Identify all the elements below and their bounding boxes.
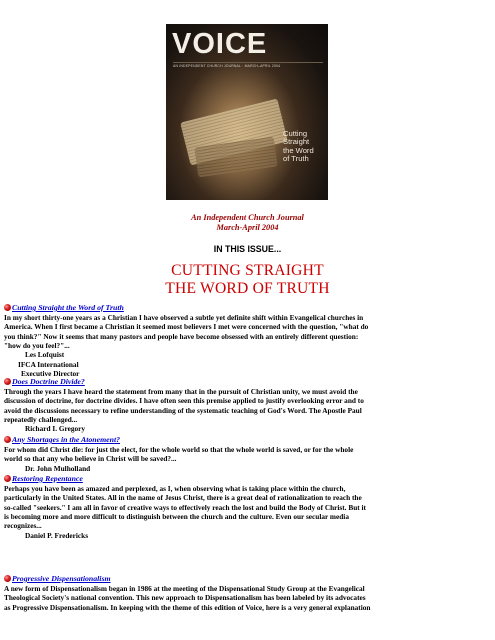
article-title-row[interactable] xyxy=(4,573,492,584)
article-author-org: IFCA International xyxy=(18,359,79,369)
article-excerpt-line: discussion of doctrine, for doctrine divides. I have often seen this premise applied to justify overlooking error and to xyxy=(4,396,364,406)
article-title-row[interactable] xyxy=(4,302,492,313)
article-excerpt-line: recognizes... xyxy=(4,521,42,531)
article-title-row[interactable] xyxy=(4,473,492,484)
cover-caption-line: Straight xyxy=(283,137,310,147)
article-link-progressive-dispensationalism[interactable]: Progressive Dispensationalism xyxy=(12,574,111,583)
article-author: Daniel P. Fredericks xyxy=(25,530,89,540)
article-excerpt-line: repeatedly challenged... xyxy=(4,415,78,425)
article-does-doctrine-divide xyxy=(4,376,492,434)
article-excerpt-line: avoid the discussions necessary to refine understanding of the systematic teaching of God's Word. The Apostle Paul xyxy=(4,405,362,415)
article-excerpt-line: is becoming more and more difficult to distinguish between the church and the culture. Even our secular media xyxy=(4,512,349,522)
article-excerpt-line: particularly in the United States. All in the name of Jesus Christ, there is a great deal of rationalization to reach the xyxy=(4,493,362,503)
article-excerpt-line: "how do you feel?"... xyxy=(4,341,70,351)
article-excerpt-line: you think?" Now it seems that many pastors and people have become obsessed with an entirely different question: xyxy=(4,331,359,341)
red-bullet-icon xyxy=(4,436,11,443)
article-excerpt-line: For whom did Christ die: for just the elect, for the whole world so that the whole world is saved, or for the whole xyxy=(4,445,354,454)
red-bullet-icon xyxy=(4,575,11,582)
issue-headline-line2: THE WORD OF TRUTH xyxy=(165,280,330,297)
red-bullet-icon xyxy=(4,475,11,482)
article-link-cutting-straight[interactable]: Cutting Straight the Word of Truth xyxy=(12,303,124,312)
magazine-cover-image xyxy=(166,24,328,200)
article-cutting-straight xyxy=(4,302,492,378)
article-link-restoring-repentance[interactable]: Restoring Repentance xyxy=(12,474,83,483)
article-author: Richard I. Gregory xyxy=(25,424,86,434)
cover-caption-line: the Word xyxy=(283,145,314,155)
journal-subtitle: An Independent Church Journal xyxy=(191,213,304,222)
article-excerpt-line: Perhaps you have been as amazed and perplexed, as I, when observing what is taking place within the church, xyxy=(4,484,346,493)
cover-caption xyxy=(283,130,325,164)
article-author-role: Executive Director xyxy=(21,369,80,379)
article-progressive-dispensationalism xyxy=(4,573,492,612)
issue-heading: IN THIS ISSUE... xyxy=(213,244,282,254)
article-excerpt-line: America. When I first became a Christian it seemed most believers I met were concerned with the question, "what do xyxy=(4,322,369,332)
cover-caption-line: of Truth xyxy=(283,154,309,164)
article-author: Les Lofquist xyxy=(25,350,65,360)
article-title-row[interactable] xyxy=(4,376,492,387)
cover-subline: AN INDEPENDENT CHURCH JOURNAL · MARCH–APRIL 2004 xyxy=(173,62,323,68)
red-bullet-icon xyxy=(4,378,11,385)
article-any-shortages xyxy=(4,434,492,473)
cover-title: VOICE xyxy=(172,28,268,60)
article-excerpt-line: so-called "seekers." I am all in favor of creative ways to effectively reach the lost and build the Body of Christ. But it xyxy=(4,502,366,512)
red-bullet-icon xyxy=(4,304,11,311)
article-link-any-shortages[interactable]: Any Shortages in the Atonement? xyxy=(12,435,121,444)
issue-headline-line1: CUTTING STRAIGHT xyxy=(171,262,324,279)
article-link-does-doctrine-divide[interactable]: Does Doctrine Divide? xyxy=(12,377,85,386)
article-excerpt-line: world so that any who believe in Christ will be saved?... xyxy=(4,454,177,464)
article-excerpt-line: Through the years I have heard the statement from many that in the pursuit of Christian unity, we must avoid the xyxy=(4,387,358,396)
cover-caption-line: Cutting xyxy=(283,129,308,138)
article-restoring-repentance xyxy=(4,473,492,540)
article-excerpt-line: Theological Society's national convention. This new approach to Dispensationalism has been labeled by its advocates xyxy=(4,593,366,603)
article-author: Dr. John Mulholland xyxy=(25,463,91,473)
article-excerpt-line: as Progressive Dispensationalism. In keeping with the theme of this edition of Voice, here is a very general explanation xyxy=(4,602,371,612)
article-excerpt-line: A new form of Dispensationalism began in 1986 at the meeting of the Dispensational Study Group at the Evangelical xyxy=(4,584,365,593)
article-title-row[interactable] xyxy=(4,434,492,445)
article-excerpt-line: In my short thirty-one years as a Christian I have observed a subtle yet definite shift within Evangelical churches in xyxy=(4,313,364,322)
journal-date: March-April 2004 xyxy=(216,223,279,232)
